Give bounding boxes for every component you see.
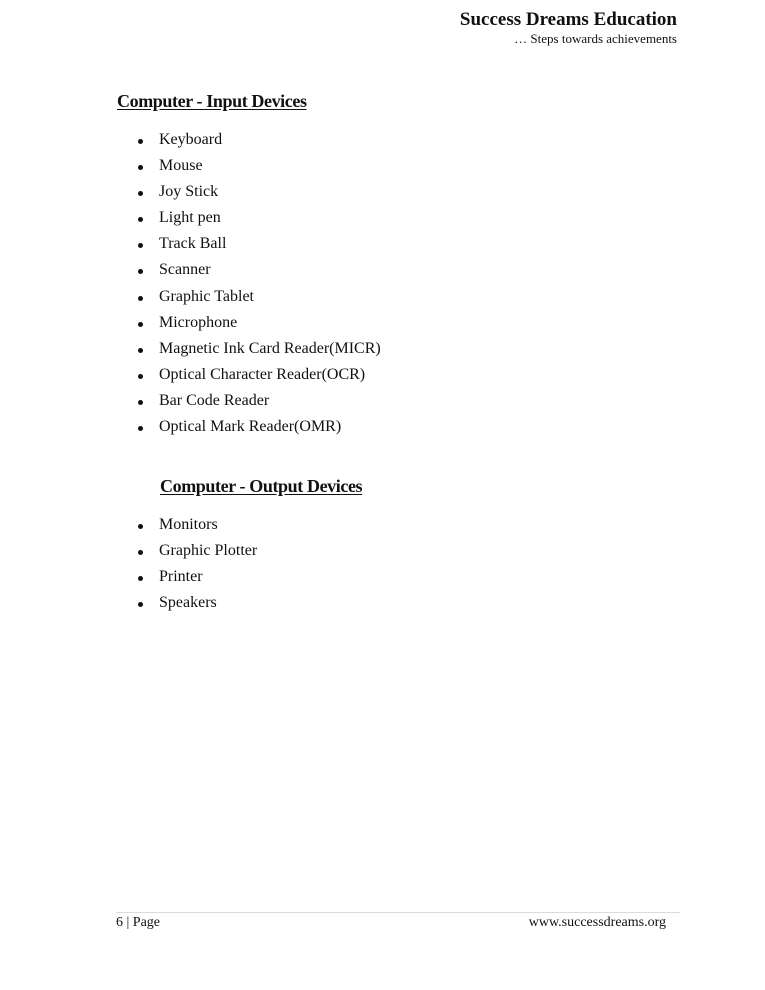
bullet-icon — [138, 426, 143, 431]
bullet-icon — [138, 550, 143, 555]
bullet-icon — [138, 348, 143, 353]
bullet-icon — [138, 602, 143, 607]
page-number: 6 | Page — [116, 915, 161, 930]
footer-website: www.successdreams.org — [528, 915, 666, 930]
bullet-icon — [138, 524, 143, 529]
page-header — [460, 9, 677, 47]
header-title: Success Dreams Education — [459, 9, 677, 30]
bullet-icon — [138, 322, 143, 327]
bullet-icon — [138, 576, 143, 581]
bullet-icon — [138, 139, 143, 144]
bullet-icon — [138, 243, 143, 248]
bullet-icon — [138, 217, 143, 222]
bullet-icon — [138, 296, 143, 301]
bullet-icon — [138, 400, 143, 405]
output-devices-heading: Computer - Output Devices — [160, 476, 363, 496]
bullet-icon — [138, 269, 143, 274]
bullet-icon — [138, 374, 143, 379]
header-tagline: … Steps towards achievements — [514, 31, 677, 46]
bullet-icon — [138, 191, 143, 196]
footer-divider — [116, 912, 680, 913]
bullet-icon — [138, 165, 143, 170]
input-devices-heading: Computer - Input Devices — [117, 91, 307, 111]
